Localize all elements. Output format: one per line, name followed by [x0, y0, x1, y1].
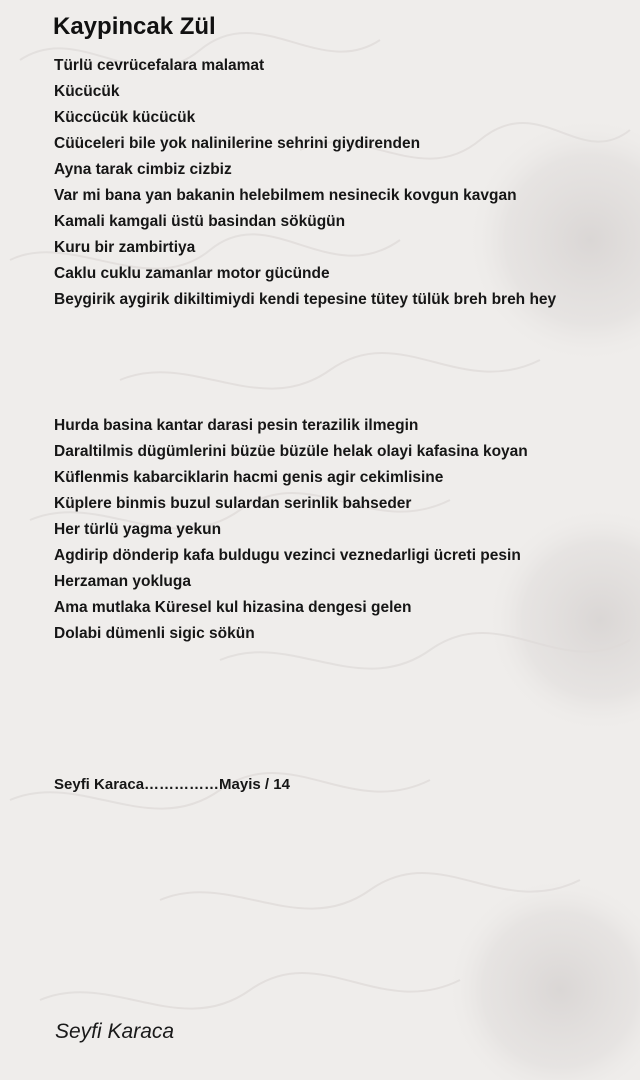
- stanza-2: [54, 413, 528, 647]
- author-name: Seyfi Karaca: [55, 1020, 175, 1043]
- poem-line: Cüüceleri bile yok nalinilerine sehrini giydirenden: [54, 135, 421, 152]
- poem-line: Kamali kamgali üstü basindan sökügün: [54, 213, 346, 230]
- poem-line: Herzaman yokluga: [54, 573, 191, 590]
- poem-title: Kaypincak Zül: [53, 13, 216, 40]
- poem-line: Kuru bir zambirtiya: [54, 239, 196, 256]
- poem-line: Beygirik aygirik dikiltimiydi kendi tepesine tütey tülük breh breh hey: [54, 291, 557, 308]
- poem-signature: Seyfi Karaca……………Mayis / 14: [54, 776, 290, 793]
- poem-line: Küplere binmis buzul sulardan serinlik bahseder: [54, 495, 412, 512]
- poem-line: Agdirip dönderip kafa buldugu vezinci veznedarligi ücreti pesin: [54, 547, 521, 564]
- poem-line: Caklu cuklu zamanlar motor gücünde: [54, 265, 330, 282]
- poem-line: Küccücük kücücük: [54, 109, 196, 126]
- poem-line: Var mi bana yan bakanin helebilmem nesinecik kovgun kavgan: [54, 187, 517, 204]
- poem-line: Ama mutlaka Küresel kul hizasina dengesi gelen: [54, 599, 412, 616]
- poem-line: Küflenmis kabarciklarin hacmi genis agir cekimlisine: [54, 469, 444, 486]
- poem-line: Türlü cevrücefalara malamat: [54, 57, 265, 74]
- poem-line: Ayna tarak cimbiz cizbiz: [54, 161, 232, 178]
- stanza-1: [54, 53, 556, 313]
- poem-line: Daraltilmis dügümlerini büzüe büzüle helak olayi kafasina koyan: [54, 443, 528, 460]
- poem-line: Dolabi dümenli sigic sökün: [54, 625, 255, 642]
- poem-line: Hurda basina kantar darasi pesin terazilik ilmegin: [54, 417, 419, 434]
- poem-line: Her türlü yagma yekun: [54, 521, 222, 538]
- poem-line: Kücücük: [54, 83, 120, 100]
